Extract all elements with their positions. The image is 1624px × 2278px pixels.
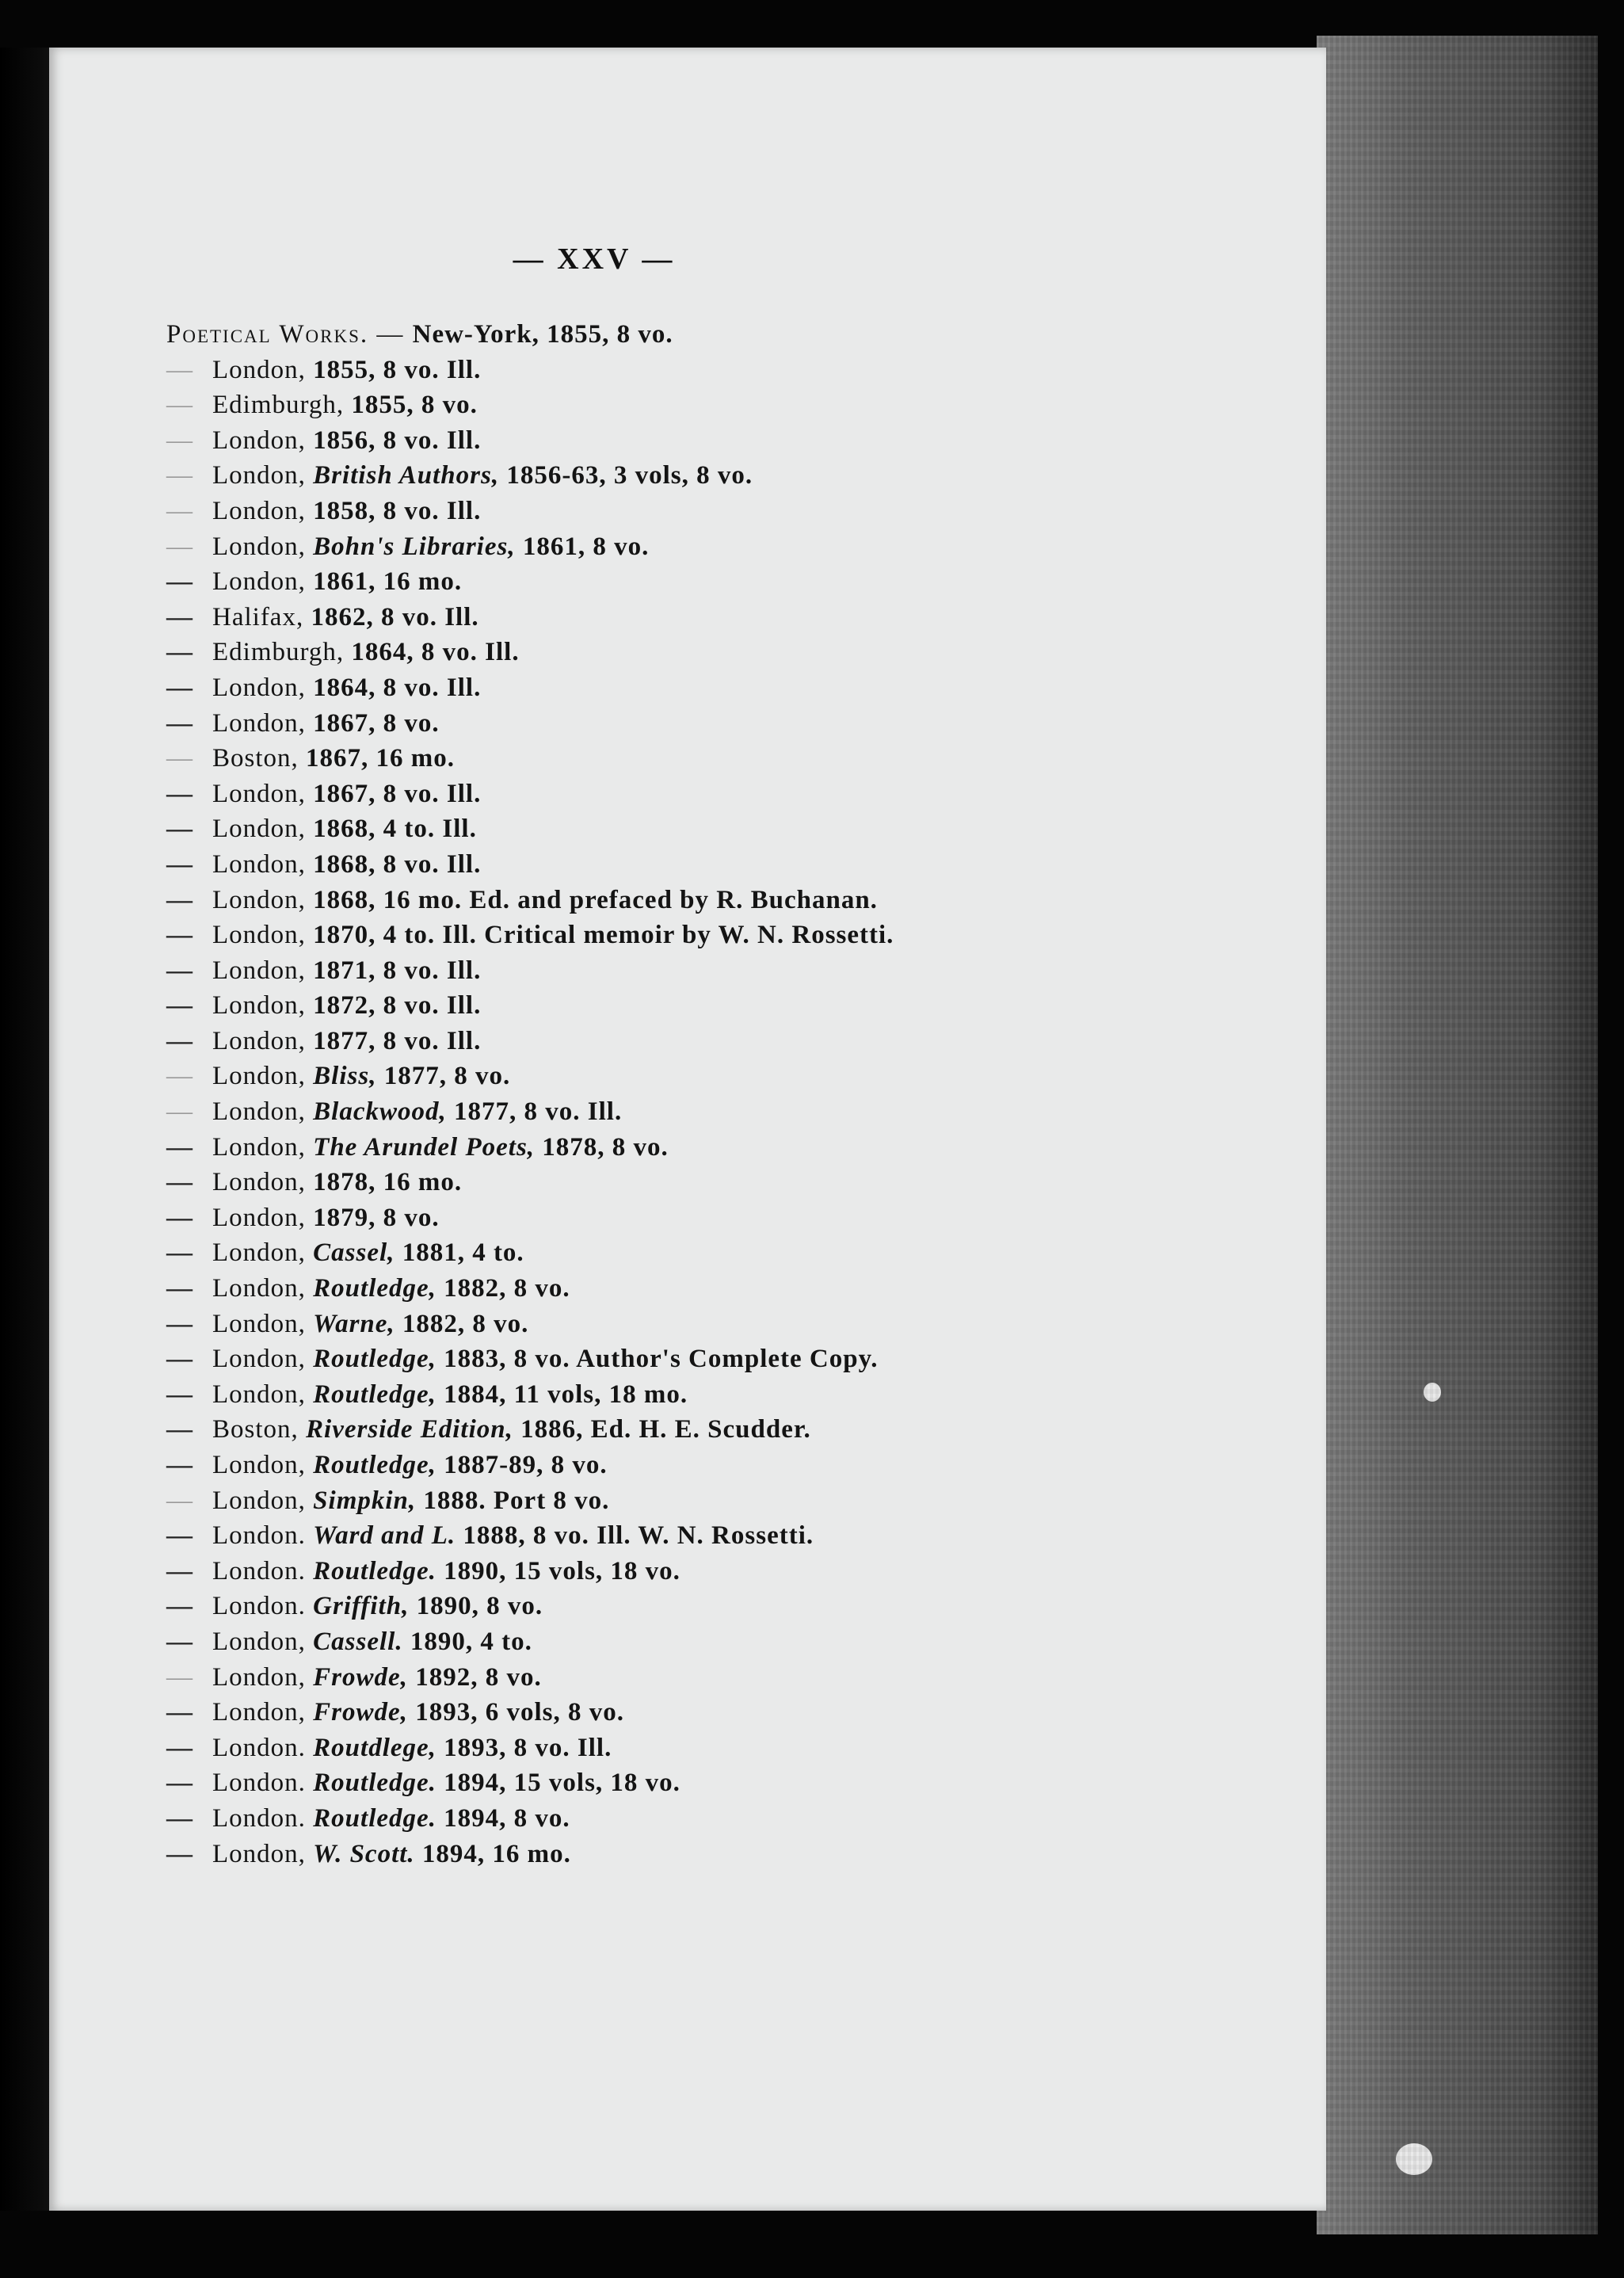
bibliography-list bbox=[166, 317, 1307, 1872]
entry-place: London, bbox=[212, 532, 314, 561]
entry-details: 1867, 8 vo. Ill. bbox=[313, 779, 482, 808]
entry-dash: — bbox=[166, 673, 193, 702]
entry-dash: — bbox=[166, 1309, 193, 1338]
entry-place: London, bbox=[212, 355, 314, 384]
entry-publisher: Bohn's Libraries, bbox=[313, 532, 523, 561]
bibliography-entry bbox=[166, 1130, 1307, 1166]
entry-details: 1872, 8 vo. Ill. bbox=[313, 991, 482, 1021]
entry-section-title: Poetical Works. — bbox=[166, 320, 413, 349]
entry-details: 1861, 16 mo. bbox=[313, 567, 463, 597]
entry-details: 1855, 8 vo. bbox=[351, 391, 478, 420]
entry-dash: — bbox=[166, 849, 193, 879]
entry-dash: — bbox=[166, 779, 193, 808]
entry-place: London, bbox=[212, 1274, 314, 1303]
entry-details: 1868, 4 to. Ill. bbox=[313, 815, 477, 844]
entry-details: 1882, 8 vo. bbox=[444, 1274, 570, 1303]
entry-place: London, bbox=[212, 1132, 314, 1162]
entry-place: London, bbox=[212, 921, 314, 950]
entry-dash: — bbox=[166, 1556, 193, 1585]
entry-place: London, bbox=[212, 1168, 314, 1197]
entry-details: 1877, 8 vo. Ill. bbox=[313, 1026, 482, 1055]
entry-dash: — bbox=[166, 355, 193, 384]
entry-dash: — bbox=[166, 815, 193, 844]
entry-place: New-York, bbox=[412, 320, 547, 349]
entry-place: London, bbox=[212, 708, 314, 738]
entry-place: London, bbox=[212, 991, 314, 1021]
bibliography-entry bbox=[166, 1730, 1307, 1766]
entry-publisher: Routledge, bbox=[313, 1345, 444, 1374]
entry-place: London, bbox=[212, 815, 314, 844]
entry-publisher: Cassell. bbox=[313, 1627, 410, 1656]
entry-publisher: Ward and L. bbox=[313, 1521, 463, 1551]
entry-details: 1888. Port 8 vo. bbox=[423, 1486, 610, 1515]
entry-place: London, bbox=[212, 673, 314, 702]
entry-details: 1890, 15 vols, 18 vo. bbox=[444, 1556, 680, 1585]
entry-place: London, bbox=[212, 849, 314, 879]
bibliography-entry bbox=[166, 1235, 1307, 1271]
bibliography-entry bbox=[166, 600, 1307, 635]
entry-details: 1884, 11 vols, 18 mo. bbox=[444, 1379, 688, 1409]
entry-details: 1867, 16 mo. bbox=[306, 744, 456, 773]
entry-details: 1877, 8 vo. Ill. bbox=[454, 1097, 623, 1127]
entry-details: 1892, 8 vo. bbox=[415, 1662, 542, 1692]
entry-place: London, bbox=[212, 1662, 314, 1692]
bibliography-entry bbox=[166, 1377, 1307, 1413]
bibliography-entry bbox=[166, 1341, 1307, 1377]
bibliography-entry bbox=[166, 988, 1307, 1024]
entry-details: 1855, 8 vo. Ill. bbox=[313, 355, 482, 384]
entry-place: Boston, bbox=[212, 744, 307, 773]
entry-publisher: Bliss, bbox=[313, 1062, 384, 1091]
entry-dash: — bbox=[166, 708, 193, 738]
bibliography-entry bbox=[166, 1483, 1307, 1519]
entry-place: London, bbox=[212, 1097, 314, 1127]
entry-place: London, bbox=[212, 779, 314, 808]
entry-dash: — bbox=[166, 1451, 193, 1479]
entry-dash: — bbox=[166, 1345, 193, 1374]
bibliography-entry bbox=[166, 1518, 1307, 1554]
entry-dash: — bbox=[166, 391, 193, 420]
bibliography-entry bbox=[166, 529, 1307, 565]
entry-dash: — bbox=[166, 425, 193, 455]
entry-dash: — bbox=[166, 1486, 193, 1515]
entry-place: London, bbox=[212, 496, 314, 525]
book-cover-board bbox=[1317, 36, 1598, 2234]
entry-publisher: Routledge. bbox=[313, 1769, 444, 1798]
entry-publisher: Routledge, bbox=[313, 1274, 444, 1303]
bibliography-entry bbox=[166, 918, 1307, 953]
entry-details: 1893, 8 vo. Ill. bbox=[444, 1733, 612, 1762]
bibliography-entry bbox=[166, 317, 1307, 353]
entry-details: 1870, 4 to. Ill. Critical memoir by W. N. Rossetti. bbox=[313, 921, 894, 950]
entry-details: 1878, 16 mo. bbox=[313, 1168, 463, 1197]
entry-dash: — bbox=[166, 461, 193, 490]
entry-place: Edimburgh, bbox=[212, 391, 352, 420]
entry-place: London, bbox=[212, 1026, 314, 1055]
cover-speck bbox=[1424, 1383, 1441, 1402]
entry-dash: — bbox=[166, 1238, 193, 1268]
bibliography-entry bbox=[166, 1024, 1307, 1059]
bibliography-entry bbox=[166, 423, 1307, 459]
entry-details: 1858, 8 vo. Ill. bbox=[313, 496, 482, 525]
entry-place: London, bbox=[212, 1345, 314, 1374]
entry-place: London, bbox=[212, 956, 314, 985]
entry-publisher: Blackwood, bbox=[313, 1097, 455, 1127]
entry-dash: — bbox=[166, 1203, 193, 1232]
entry-place: London, bbox=[212, 425, 314, 455]
cover-speck bbox=[1396, 2143, 1432, 2175]
bibliography-entry bbox=[166, 387, 1307, 423]
entry-dash: — bbox=[166, 991, 193, 1021]
entry-publisher: Routledge, bbox=[313, 1451, 444, 1479]
entry-dash: — bbox=[166, 1415, 193, 1444]
bibliography-entry bbox=[166, 1200, 1307, 1236]
entry-publisher: Routdlege, bbox=[313, 1733, 444, 1762]
entry-dash: — bbox=[166, 1627, 193, 1656]
entry-publisher: Simpkin, bbox=[313, 1486, 424, 1515]
entry-details: 1883, 8 vo. Author's Complete Copy. bbox=[444, 1345, 879, 1374]
entry-dash: — bbox=[166, 885, 193, 914]
entry-place: Boston, bbox=[212, 1415, 307, 1444]
entry-place: Halifax, bbox=[212, 602, 311, 632]
bibliography-entry bbox=[166, 458, 1307, 494]
entry-dash: — bbox=[166, 921, 193, 950]
bibliography-entry bbox=[166, 564, 1307, 600]
bibliography-entry bbox=[166, 1554, 1307, 1589]
entry-details: 1882, 8 vo. bbox=[402, 1309, 529, 1338]
entry-publisher: W. Scott. bbox=[313, 1839, 422, 1868]
bibliography-entry bbox=[166, 777, 1307, 812]
entry-details: 1868, 16 mo. Ed. and prefaced by R. Buchanan. bbox=[313, 885, 878, 914]
entry-details: 1878, 8 vo. bbox=[542, 1132, 669, 1162]
bibliography-entry bbox=[166, 1412, 1307, 1448]
entry-dash: — bbox=[166, 1097, 193, 1127]
entry-publisher: Riverside Edition, bbox=[306, 1415, 521, 1444]
entry-publisher: The Arundel Poets, bbox=[313, 1132, 543, 1162]
entry-details: 1890, 8 vo. bbox=[416, 1592, 543, 1621]
entry-dash: — bbox=[166, 1062, 193, 1091]
entry-dash: — bbox=[166, 638, 193, 667]
entry-dash: — bbox=[166, 532, 193, 561]
bibliography-entry bbox=[166, 883, 1307, 918]
entry-details: 1856-63, 3 vols, 8 vo. bbox=[506, 461, 753, 490]
entry-publisher: Frowde, bbox=[313, 1698, 416, 1727]
entry-publisher: Cassel, bbox=[313, 1238, 402, 1268]
entry-place: London, bbox=[212, 1379, 314, 1409]
entry-dash: — bbox=[166, 956, 193, 985]
entry-dash: — bbox=[166, 1168, 193, 1197]
entry-dash: — bbox=[166, 1698, 193, 1727]
entry-details: 1881, 4 to. bbox=[402, 1238, 524, 1268]
entry-publisher: Warne, bbox=[313, 1309, 402, 1338]
entry-place: London, bbox=[212, 1698, 314, 1727]
bibliography-entry bbox=[166, 741, 1307, 777]
entry-publisher: Griffith, bbox=[313, 1592, 417, 1621]
entry-publisher: British Authors, bbox=[313, 461, 507, 490]
bibliography-entry bbox=[166, 1624, 1307, 1660]
bibliography-entry bbox=[166, 1094, 1307, 1130]
entry-publisher: Routledge. bbox=[313, 1803, 444, 1833]
bibliography-entry bbox=[166, 1059, 1307, 1094]
bibliography-entry bbox=[166, 1837, 1307, 1872]
entry-publisher: Routledge. bbox=[313, 1556, 444, 1585]
entry-place: London. bbox=[212, 1556, 314, 1585]
bibliography-entry bbox=[166, 811, 1307, 847]
entry-details: 1868, 8 vo. Ill. bbox=[313, 849, 482, 879]
entry-dash: — bbox=[166, 1026, 193, 1055]
entry-details: 1887-89, 8 vo. bbox=[444, 1451, 608, 1479]
entry-details: 1893, 6 vols, 8 vo. bbox=[415, 1698, 624, 1727]
entry-dash: — bbox=[166, 1379, 193, 1409]
entry-place: London, bbox=[212, 567, 314, 597]
entry-details: 1867, 8 vo. bbox=[313, 708, 440, 738]
bibliography-entry bbox=[166, 1660, 1307, 1696]
entry-publisher: Frowde, bbox=[313, 1662, 416, 1692]
entry-details: 1871, 8 vo. Ill. bbox=[313, 956, 482, 985]
entry-place: London. bbox=[212, 1592, 314, 1621]
entry-dash: — bbox=[166, 602, 193, 632]
bibliography-entry bbox=[166, 706, 1307, 742]
entry-place: London, bbox=[212, 1062, 314, 1091]
entry-dash: — bbox=[166, 1839, 193, 1868]
bibliography-entry bbox=[166, 1765, 1307, 1801]
entry-place: London, bbox=[212, 1627, 314, 1656]
bibliography-entry bbox=[166, 1165, 1307, 1200]
entry-place: London. bbox=[212, 1733, 314, 1762]
entry-dash: — bbox=[166, 1803, 193, 1833]
entry-dash: — bbox=[166, 1521, 193, 1551]
entry-dash: — bbox=[166, 1592, 193, 1621]
bibliography-entry bbox=[166, 1589, 1307, 1624]
entry-dash: — bbox=[166, 496, 193, 525]
entry-publisher: Routledge, bbox=[313, 1379, 444, 1409]
entry-details: 1861, 8 vo. bbox=[522, 532, 650, 561]
entry-place: London, bbox=[212, 1839, 314, 1868]
entry-details: 1890, 4 to. bbox=[410, 1627, 532, 1656]
entry-details: 1862, 8 vo. Ill. bbox=[311, 602, 479, 632]
entry-details: 1864, 8 vo. Ill. bbox=[351, 638, 520, 667]
entry-place: London, bbox=[212, 1451, 314, 1479]
bibliography-entry bbox=[166, 670, 1307, 706]
entry-dash: — bbox=[166, 567, 193, 597]
entry-details: 1886, Ed. H. E. Scudder. bbox=[520, 1415, 811, 1444]
entry-place: London, bbox=[212, 1238, 314, 1268]
bibliography-entry bbox=[166, 353, 1307, 388]
entry-place: London. bbox=[212, 1521, 314, 1551]
entry-details: 1855, 8 vo. bbox=[547, 320, 673, 349]
entry-details: 1877, 8 vo. bbox=[383, 1062, 511, 1091]
bibliography-entry bbox=[166, 1271, 1307, 1307]
bibliography-entry bbox=[166, 1801, 1307, 1837]
entry-place: London, bbox=[212, 885, 314, 914]
entry-details: 1864, 8 vo. Ill. bbox=[313, 673, 482, 702]
entry-dash: — bbox=[166, 1132, 193, 1162]
entry-details: 1888, 8 vo. Ill. W. N. Rossetti. bbox=[463, 1521, 814, 1551]
entry-place: London, bbox=[212, 1486, 314, 1515]
entry-dash: — bbox=[166, 1733, 193, 1762]
entry-details: 1894, 8 vo. bbox=[444, 1803, 570, 1833]
entry-place: London. bbox=[212, 1769, 314, 1798]
bibliography-entry bbox=[166, 635, 1307, 670]
entry-dash: — bbox=[166, 1769, 193, 1798]
entry-dash: — bbox=[166, 744, 193, 773]
entry-details: 1894, 16 mo. bbox=[421, 1839, 571, 1868]
bibliography-entry bbox=[166, 1448, 1307, 1483]
entry-place: Edimburgh, bbox=[212, 638, 352, 667]
entry-details: 1879, 8 vo. bbox=[313, 1203, 440, 1232]
entry-place: London, bbox=[212, 1203, 314, 1232]
entry-place: London. bbox=[212, 1803, 314, 1833]
bibliography-entry bbox=[166, 953, 1307, 989]
entry-place: London, bbox=[212, 461, 314, 490]
entry-place: London, bbox=[212, 1309, 314, 1338]
page-number: — XXV — bbox=[513, 242, 676, 276]
entry-dash: — bbox=[166, 1662, 193, 1692]
bibliography-entry bbox=[166, 494, 1307, 529]
entry-details: 1856, 8 vo. Ill. bbox=[313, 425, 482, 455]
entry-dash: — bbox=[166, 1274, 193, 1303]
bibliography-entry bbox=[166, 1307, 1307, 1342]
bibliography-entry bbox=[166, 847, 1307, 883]
entry-details: 1894, 15 vols, 18 vo. bbox=[444, 1769, 680, 1798]
bibliography-entry bbox=[166, 1695, 1307, 1730]
